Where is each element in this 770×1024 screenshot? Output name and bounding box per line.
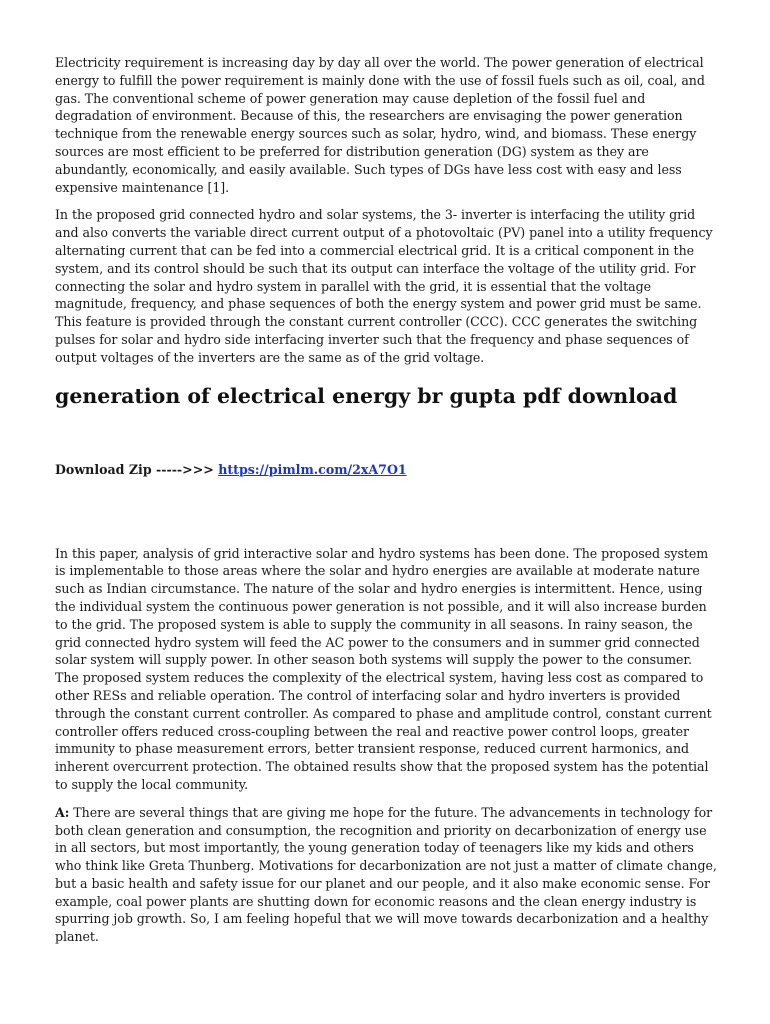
download-line — [55, 461, 717, 479]
download-label: Download Zip ----->>> — [55, 461, 219, 477]
intro-paragraph-2: In the proposed grid connected hydro and solar systems, the 3- inverter is interfacing the utility grid and also converts the variable direct current output of a photovoltaic (PV) panel into a utility frequency alternating current that can be fed into a commercial electrical grid. It is a critical component in the system, and its control should be such that its output can interface the voltage of the utility grid. For connecting the solar and hydro system in parallel with the grid, it is essential that the voltage magnitude, frequency, and phase sequences of both the energy system and power grid must be same. This feature is provided through the constant current controller (CCC). CCC generates the switching pulses for solar and hydro side interfacing inverter such that the frequency and phase sequences of output voltages of the inverters are the same as of the grid voltage. — [55, 207, 713, 365]
download-link[interactable]: https://pimlm.com/2xA7O1 — [218, 461, 407, 477]
document-page — [55, 54, 717, 946]
intro-paragraph-1: Electricity requirement is increasing day by day all over the world. The power generation of electrical energy to fulfill the power requirement is mainly done with the use of fossil fuels such as oil, coal, and gas. The conventional scheme of power generation may cause depletion of the fossil fuel and degradation of environment. Because of this, the researchers are envisaging the power generation technique from the renewable energy sources such as solar, hydro, wind, and biomass. These energy sources are most efficient to be preferred for distribution generation (DG) system as they are abundantly, economically, and easily available. Such types of DGs have less cost with easy and less expensive maintenance [1]. — [55, 55, 705, 195]
answer-paragraph — [55, 804, 717, 946]
answer-label: A: — [55, 804, 70, 820]
page-heading: generation of electrical energy br gupta pdf download — [55, 383, 678, 408]
body-paragraph: In this paper, analysis of grid interactive solar and hydro systems has been done. The proposed system is implementable to those areas where the solar and hydro energies are available at moderate nature such as Indian circumstance. The nature of the solar and hydro energies is intermittent. Hence, using the individual system the continuous power generation is not possible, and it will also increase burden to the grid. The proposed system is able to supply the community in all seasons. In rainy season, the grid connected hydro system will feed the AC power to the consumers and in summer grid connected solar system will supply power. In other season both systems will supply the power to the consumer. The proposed system reduces the complexity of the electrical system, having less cost as compared to other RESs and reliable operation. The control of interfacing solar and hydro inverters is provided through the constant current controller. As compared to phase and amplitude control, constant current controller offers reduced cross-coupling between the real and reactive power control loops, greater immunity to phase measurement errors, better transient response, reduced current harmonics, and inherent overcurrent protection. The obtained results show that the proposed system has the potential to supply the local community. — [55, 545, 712, 792]
answer-text: There are several things that are giving me hope for the future. The advancements in technology for both clean generation and consumption, the recognition and priority on decarbonization of energy use in all sectors, but most importantly, the young generation today of teenagers like my kids and others who think like Greta Thunberg. Motivations for decarbonization are not just a matter of climate change, but a basic health and safety issue for our planet and our people, and it also make economic sense. For example, coal power plants are shutting down for economic reasons and the clean energy industry is spurring job growth. So, I am feeling hopeful that we will move towards decarbonization and a healthy planet. — [55, 804, 717, 945]
